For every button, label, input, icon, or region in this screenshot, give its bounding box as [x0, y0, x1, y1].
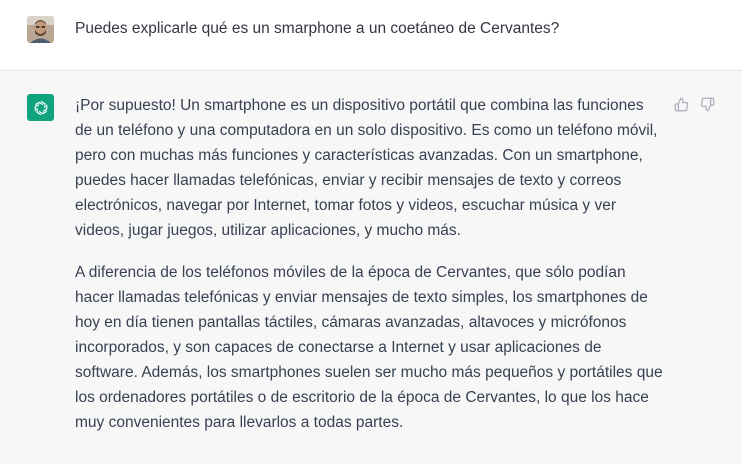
- message-paragraph-2: A diferencia de los teléfonos móviles de la época de Cervantes, que sólo podían hacer llamadas telefónicas y enviar mensajes de texto simples, los smartphones de hoy en día tienen pantallas táctiles, cámaras avanzadas, altavoces y micrófonos incorporados, y son capaces de conectarse a Internet y usar aplicaciones de software. Además, los smartphones suelen ser mucho más pequeños y portátiles que los ordenadores portátiles o de escritorio de la época de Cervantes, lo que los hace muy convenientes para llevarlos a todas partes.: [75, 264, 663, 431]
- assistant-message-text: [75, 93, 665, 452]
- assistant-message-row: [0, 71, 742, 464]
- user-message-row: [0, 0, 742, 71]
- thumbs-up-icon: [674, 97, 689, 112]
- user-avatar: [27, 16, 54, 43]
- message-paragraph-1: ¡Por supuesto! Un smartphone es un dispositivo portátil que combina las funciones de un teléfono y una computadora en un solo dispositivo. Es como un teléfono móvil, pero con muchas más funciones y características avanzadas. Con un smartphone, puedes hacer llamadas telefónicas, enviar y recibir mensajes de texto y correos electrónicos, navegar por Internet, tomar fotos y videos, escuchar música y ver videos, jugar juegos, utilizar aplicaciones, y mucho más.: [75, 97, 658, 239]
- thumbs-down-button[interactable]: [699, 96, 715, 112]
- thumbs-down-icon: [700, 97, 715, 112]
- thumbs-up-button[interactable]: [673, 96, 689, 112]
- feedback-buttons: [673, 96, 715, 112]
- user-message-text: Puedes explicarle qué es un smarphone a un coetáneo de Cervantes?: [75, 20, 560, 37]
- openai-logo-icon: [27, 94, 54, 121]
